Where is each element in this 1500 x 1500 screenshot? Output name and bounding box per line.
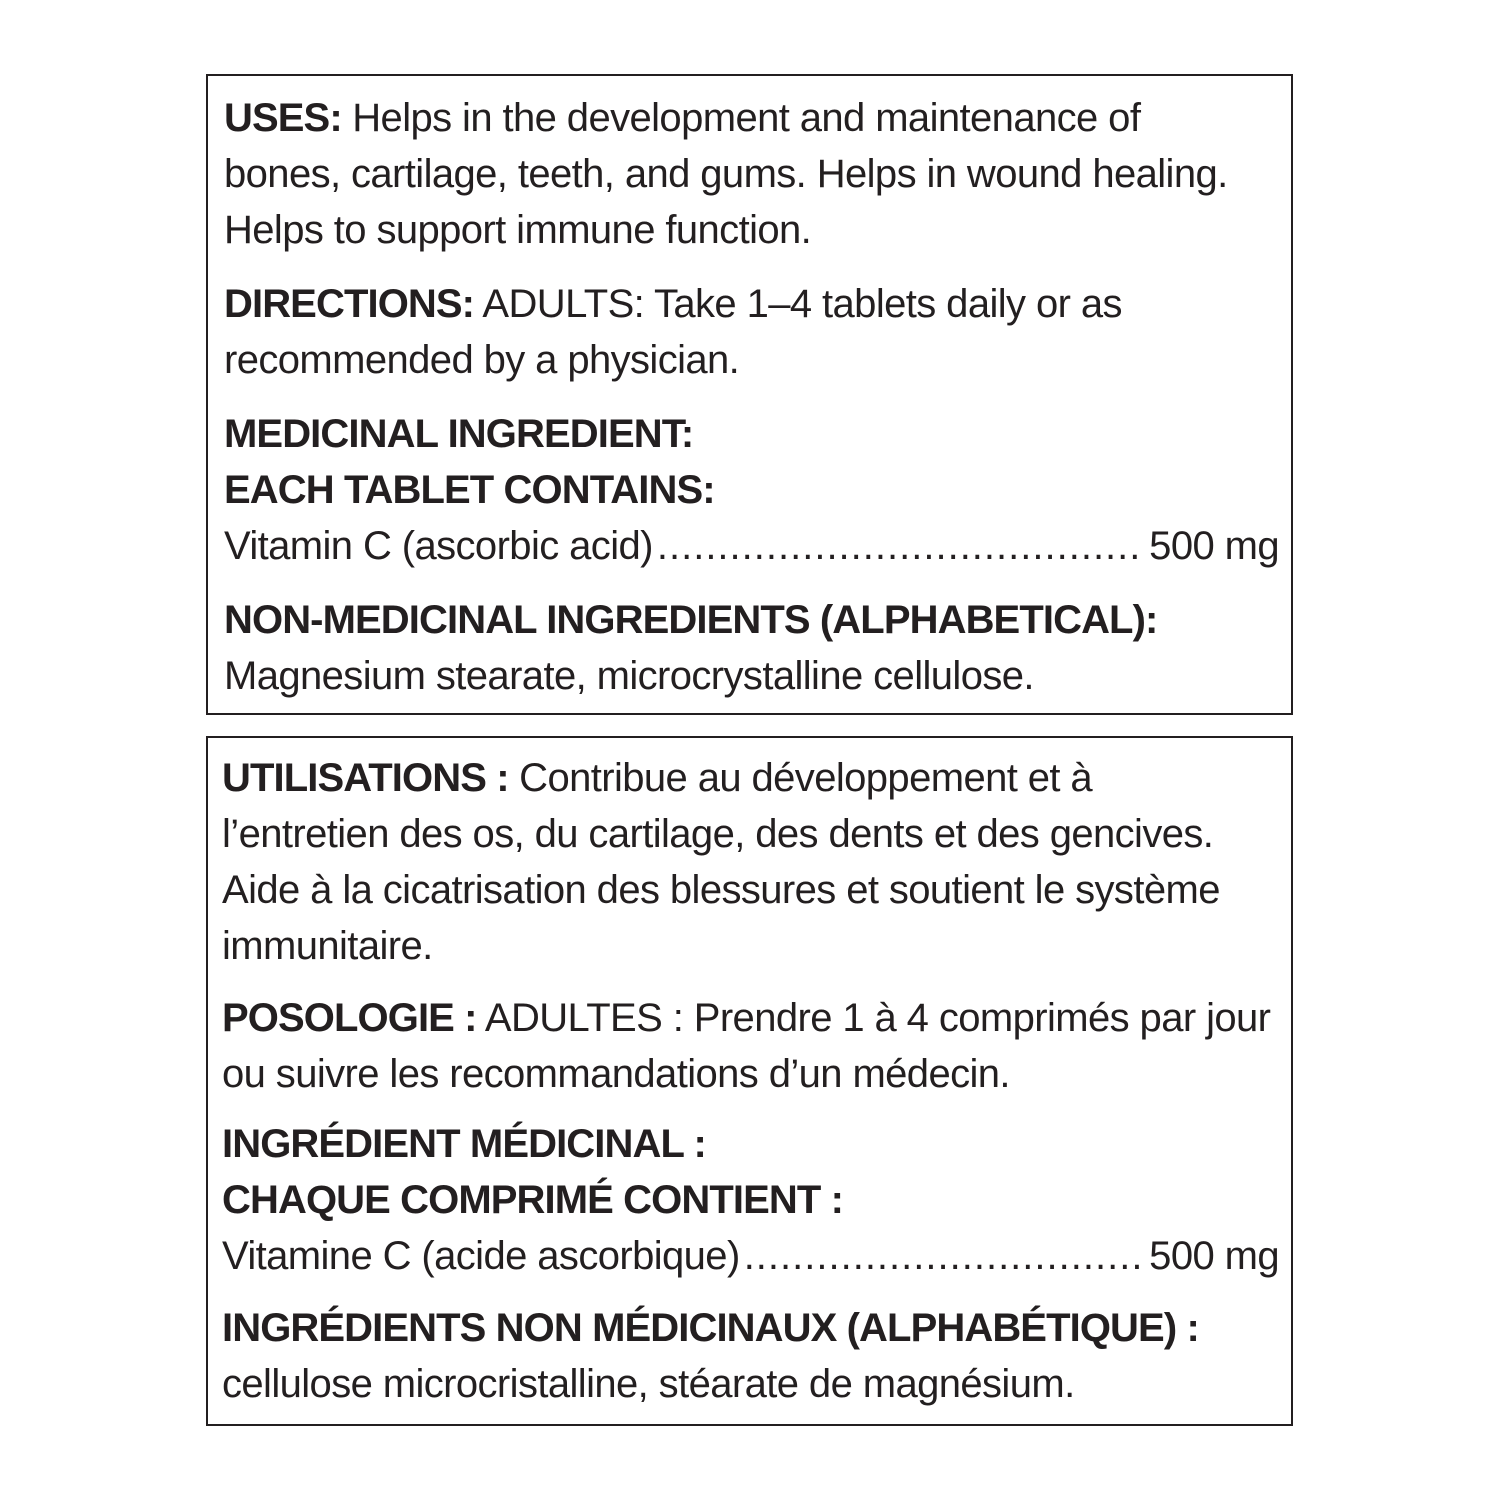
non-medicinal-heading: NON-MEDICINAL INGREDIENTS (ALPHABETICAL): (224, 598, 1158, 642)
dot-leader-fr (744, 1228, 1145, 1284)
medicinal-ingredient-heading: MEDICINAL INGREDIENT: (224, 412, 694, 456)
utilisations-line-4: immunitaire. (222, 924, 433, 968)
non-medicinaux-list: cellulose microcristalline, stéarate de magnésium. (222, 1362, 1075, 1406)
utilisations-line-3: Aide à la cicatrisation des blessures et soutient le système (222, 868, 1220, 912)
uses-text: Helps in the development and maintenance of (341, 96, 1141, 140)
uses-line-1 (224, 90, 1279, 146)
ingredient-amount-fr: 500 mg (1149, 1234, 1279, 1278)
posologie-line-2: ou suivre les recommandations d’un médecin. (222, 1052, 1010, 1096)
directions-line-1 (224, 276, 1279, 332)
posologie-text: ADULTES : Prendre 1 à 4 comprimés par jour (476, 996, 1271, 1040)
uses-line-3: Helps to support immune function. (224, 208, 812, 252)
chaque-comprime-heading: CHAQUE COMPRIMÉ CONTIENT : (222, 1178, 844, 1222)
ingredient-name: Vitamin C (ascorbic acid) (224, 524, 653, 568)
utilisations-line-1 (222, 750, 1279, 806)
english-label-panel (206, 74, 1293, 715)
ingredient-name-fr: Vitamine C (acide ascorbique) (222, 1234, 740, 1278)
non-medicinaux-heading: INGRÉDIENTS NON MÉDICINAUX (ALPHABÉTIQUE) : (222, 1306, 1199, 1350)
ingredient-amount: 500 mg (1149, 524, 1279, 568)
posologie-label: POSOLOGIE : (222, 996, 477, 1040)
utilisations-label: UTILISATIONS : (222, 756, 509, 800)
non-medicinal-list: Magnesium stearate, microcrystalline cellulose. (224, 654, 1034, 698)
directions-label: DIRECTIONS: (224, 282, 475, 326)
ingredient-medicinal-heading: INGRÉDIENT MÉDICINAL : (222, 1122, 706, 1166)
posologie-line-1 (222, 990, 1279, 1046)
dot-leader (657, 518, 1145, 574)
directions-line-2: recommended by a physician. (224, 338, 740, 382)
uses-label: USES: (224, 96, 342, 140)
uses-line-2: bones, cartilage, teeth, and gums. Helps in wound healing. (224, 152, 1228, 196)
utilisations-line-2: l’entretien des os, du cartilage, des dents et des gencives. (222, 812, 1214, 856)
french-label-panel (206, 736, 1293, 1426)
each-tablet-heading: EACH TABLET CONTAINS: (224, 468, 715, 512)
ingredient-row-fr (222, 1228, 1279, 1284)
ingredient-row (224, 518, 1279, 574)
directions-text: ADULTS: Take 1–4 tablets daily or as (474, 282, 1122, 326)
utilisations-text: Contribue au développement et à (508, 756, 1093, 800)
